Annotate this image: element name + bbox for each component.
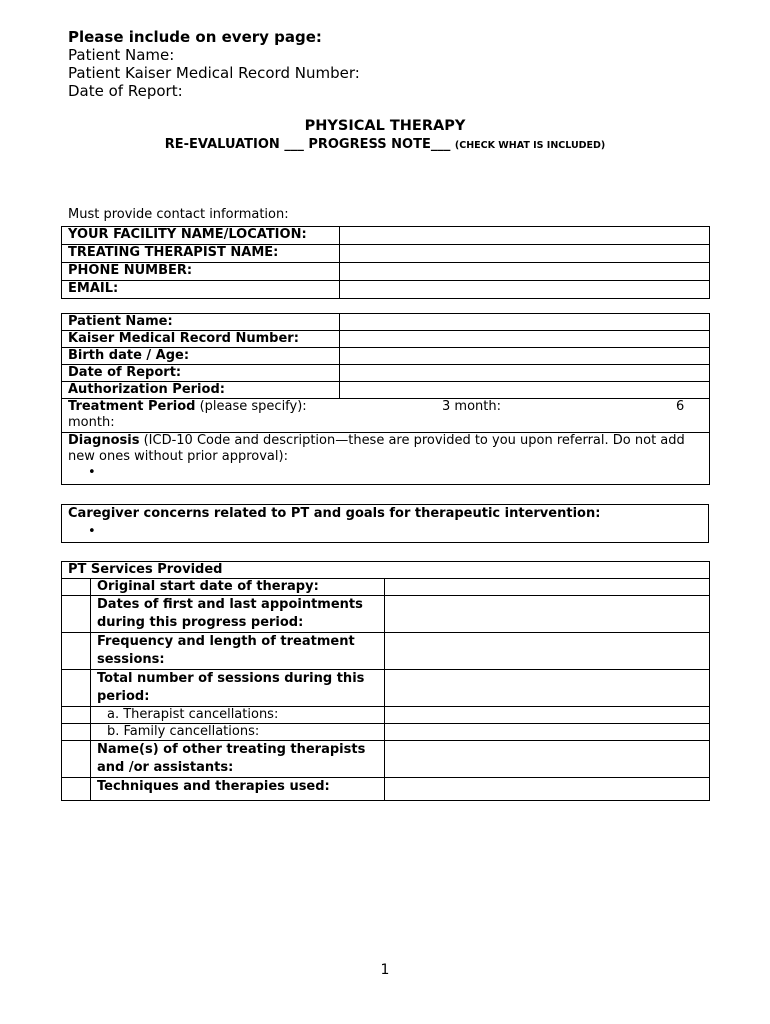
table-row: [62, 707, 710, 724]
table-row: [62, 778, 710, 801]
service-value-field[interactable]: [385, 707, 710, 724]
treatment-period-row: [62, 399, 710, 433]
patient-label: Kaiser Medical Record Number:: [62, 331, 340, 348]
table-row: [62, 263, 710, 281]
table-row: [62, 724, 710, 741]
table-row: [62, 314, 710, 331]
patient-value-field[interactable]: [340, 365, 710, 382]
subtitle-note: (CHECK WHAT IS INCLUDED): [454, 140, 606, 151]
table-row: [62, 348, 710, 365]
diagnosis-bullet: •: [88, 465, 96, 480]
header-date-of-report: Date of Report:: [68, 82, 183, 100]
patient-value-field[interactable]: [340, 331, 710, 348]
diagnosis-label: Diagnosis: [68, 433, 140, 448]
service-label: Techniques and therapies used:: [91, 778, 385, 801]
service-value-field[interactable]: [385, 724, 710, 741]
patient-value-field[interactable]: [340, 314, 710, 331]
treatment-option-6-month-cont: month:: [68, 415, 115, 430]
services-table: [61, 561, 710, 801]
contact-value-field[interactable]: [340, 245, 710, 263]
header-patient-name: Patient Name:: [68, 46, 175, 64]
table-row: [62, 741, 710, 778]
page-number: 1: [380, 962, 390, 978]
table-row: [62, 227, 710, 245]
service-value-field[interactable]: [385, 778, 710, 801]
service-sub-label: a. Therapist cancellations:: [91, 707, 385, 724]
header-title: Please include on every page:: [68, 28, 322, 46]
table-row: [62, 633, 710, 670]
patient-label: Authorization Period:: [62, 382, 340, 399]
form-title: PHYSICAL THERAPY: [304, 118, 466, 134]
patient-label: Patient Name:: [62, 314, 340, 331]
treatment-period-label: Treatment Period: [68, 399, 196, 414]
treatment-option-3-month[interactable]: 3 month:: [442, 399, 501, 414]
service-value-field[interactable]: [385, 579, 710, 596]
service-label: Original start date of therapy:: [91, 579, 385, 596]
service-label: Name(s) of other treating therapists and /or assistants:: [91, 741, 385, 778]
contact-value-field[interactable]: [340, 227, 710, 245]
table-row: [62, 245, 710, 263]
caregiver-bullet: •: [88, 524, 96, 539]
treatment-option-6-month[interactable]: 6: [676, 399, 685, 414]
service-sub-label: b. Family cancellations:: [91, 724, 385, 741]
services-header: PT Services Provided: [62, 562, 710, 579]
service-value-field[interactable]: [385, 633, 710, 670]
diagnosis-row: [62, 433, 710, 485]
service-value-field[interactable]: [385, 741, 710, 778]
header-record-number: Patient Kaiser Medical Record Number:: [68, 64, 360, 82]
diagnosis-text: (ICD-10 Code and description—these are provided to you upon referral. Do not add new ones without prior approval):: [68, 433, 685, 464]
table-row: [62, 596, 710, 633]
patient-label: Date of Report:: [62, 365, 340, 382]
caregiver-table: [61, 504, 709, 543]
treatment-period-hint: (please specify):: [195, 399, 307, 414]
contact-intro: Must provide contact information:: [68, 207, 289, 222]
service-label: Total number of sessions during this period:: [91, 670, 385, 707]
table-row: [62, 670, 710, 707]
table-row: [62, 365, 710, 382]
patient-value-field[interactable]: [340, 382, 710, 399]
caregiver-label: Caregiver concerns related to PT and goals for therapeutic intervention:: [68, 506, 601, 521]
table-row: [62, 331, 710, 348]
patient-table: [61, 313, 710, 485]
service-value-field[interactable]: [385, 596, 710, 633]
service-value-field[interactable]: [385, 670, 710, 707]
service-label: Dates of first and last appointments during this progress period:: [91, 596, 385, 633]
contact-label: TREATING THERAPIST NAME:: [62, 245, 340, 263]
page-header: [68, 28, 360, 100]
table-row: [62, 382, 710, 399]
patient-label: Birth date / Age:: [62, 348, 340, 365]
caregiver-row: [62, 505, 709, 543]
contact-table: [61, 226, 710, 299]
services-header-row: [62, 562, 710, 579]
contact-label: EMAIL:: [62, 281, 340, 299]
table-row: [62, 281, 710, 299]
contact-label: PHONE NUMBER:: [62, 263, 340, 281]
subtitle-main: RE-EVALUATION ___ PROGRESS NOTE___: [164, 137, 451, 152]
form-subtitle: [0, 137, 770, 152]
contact-value-field[interactable]: [340, 281, 710, 299]
service-label: Frequency and length of treatment sessions:: [91, 633, 385, 670]
patient-value-field[interactable]: [340, 348, 710, 365]
contact-label: YOUR FACILITY NAME/LOCATION:: [62, 227, 340, 245]
contact-value-field[interactable]: [340, 263, 710, 281]
table-row: [62, 579, 710, 596]
